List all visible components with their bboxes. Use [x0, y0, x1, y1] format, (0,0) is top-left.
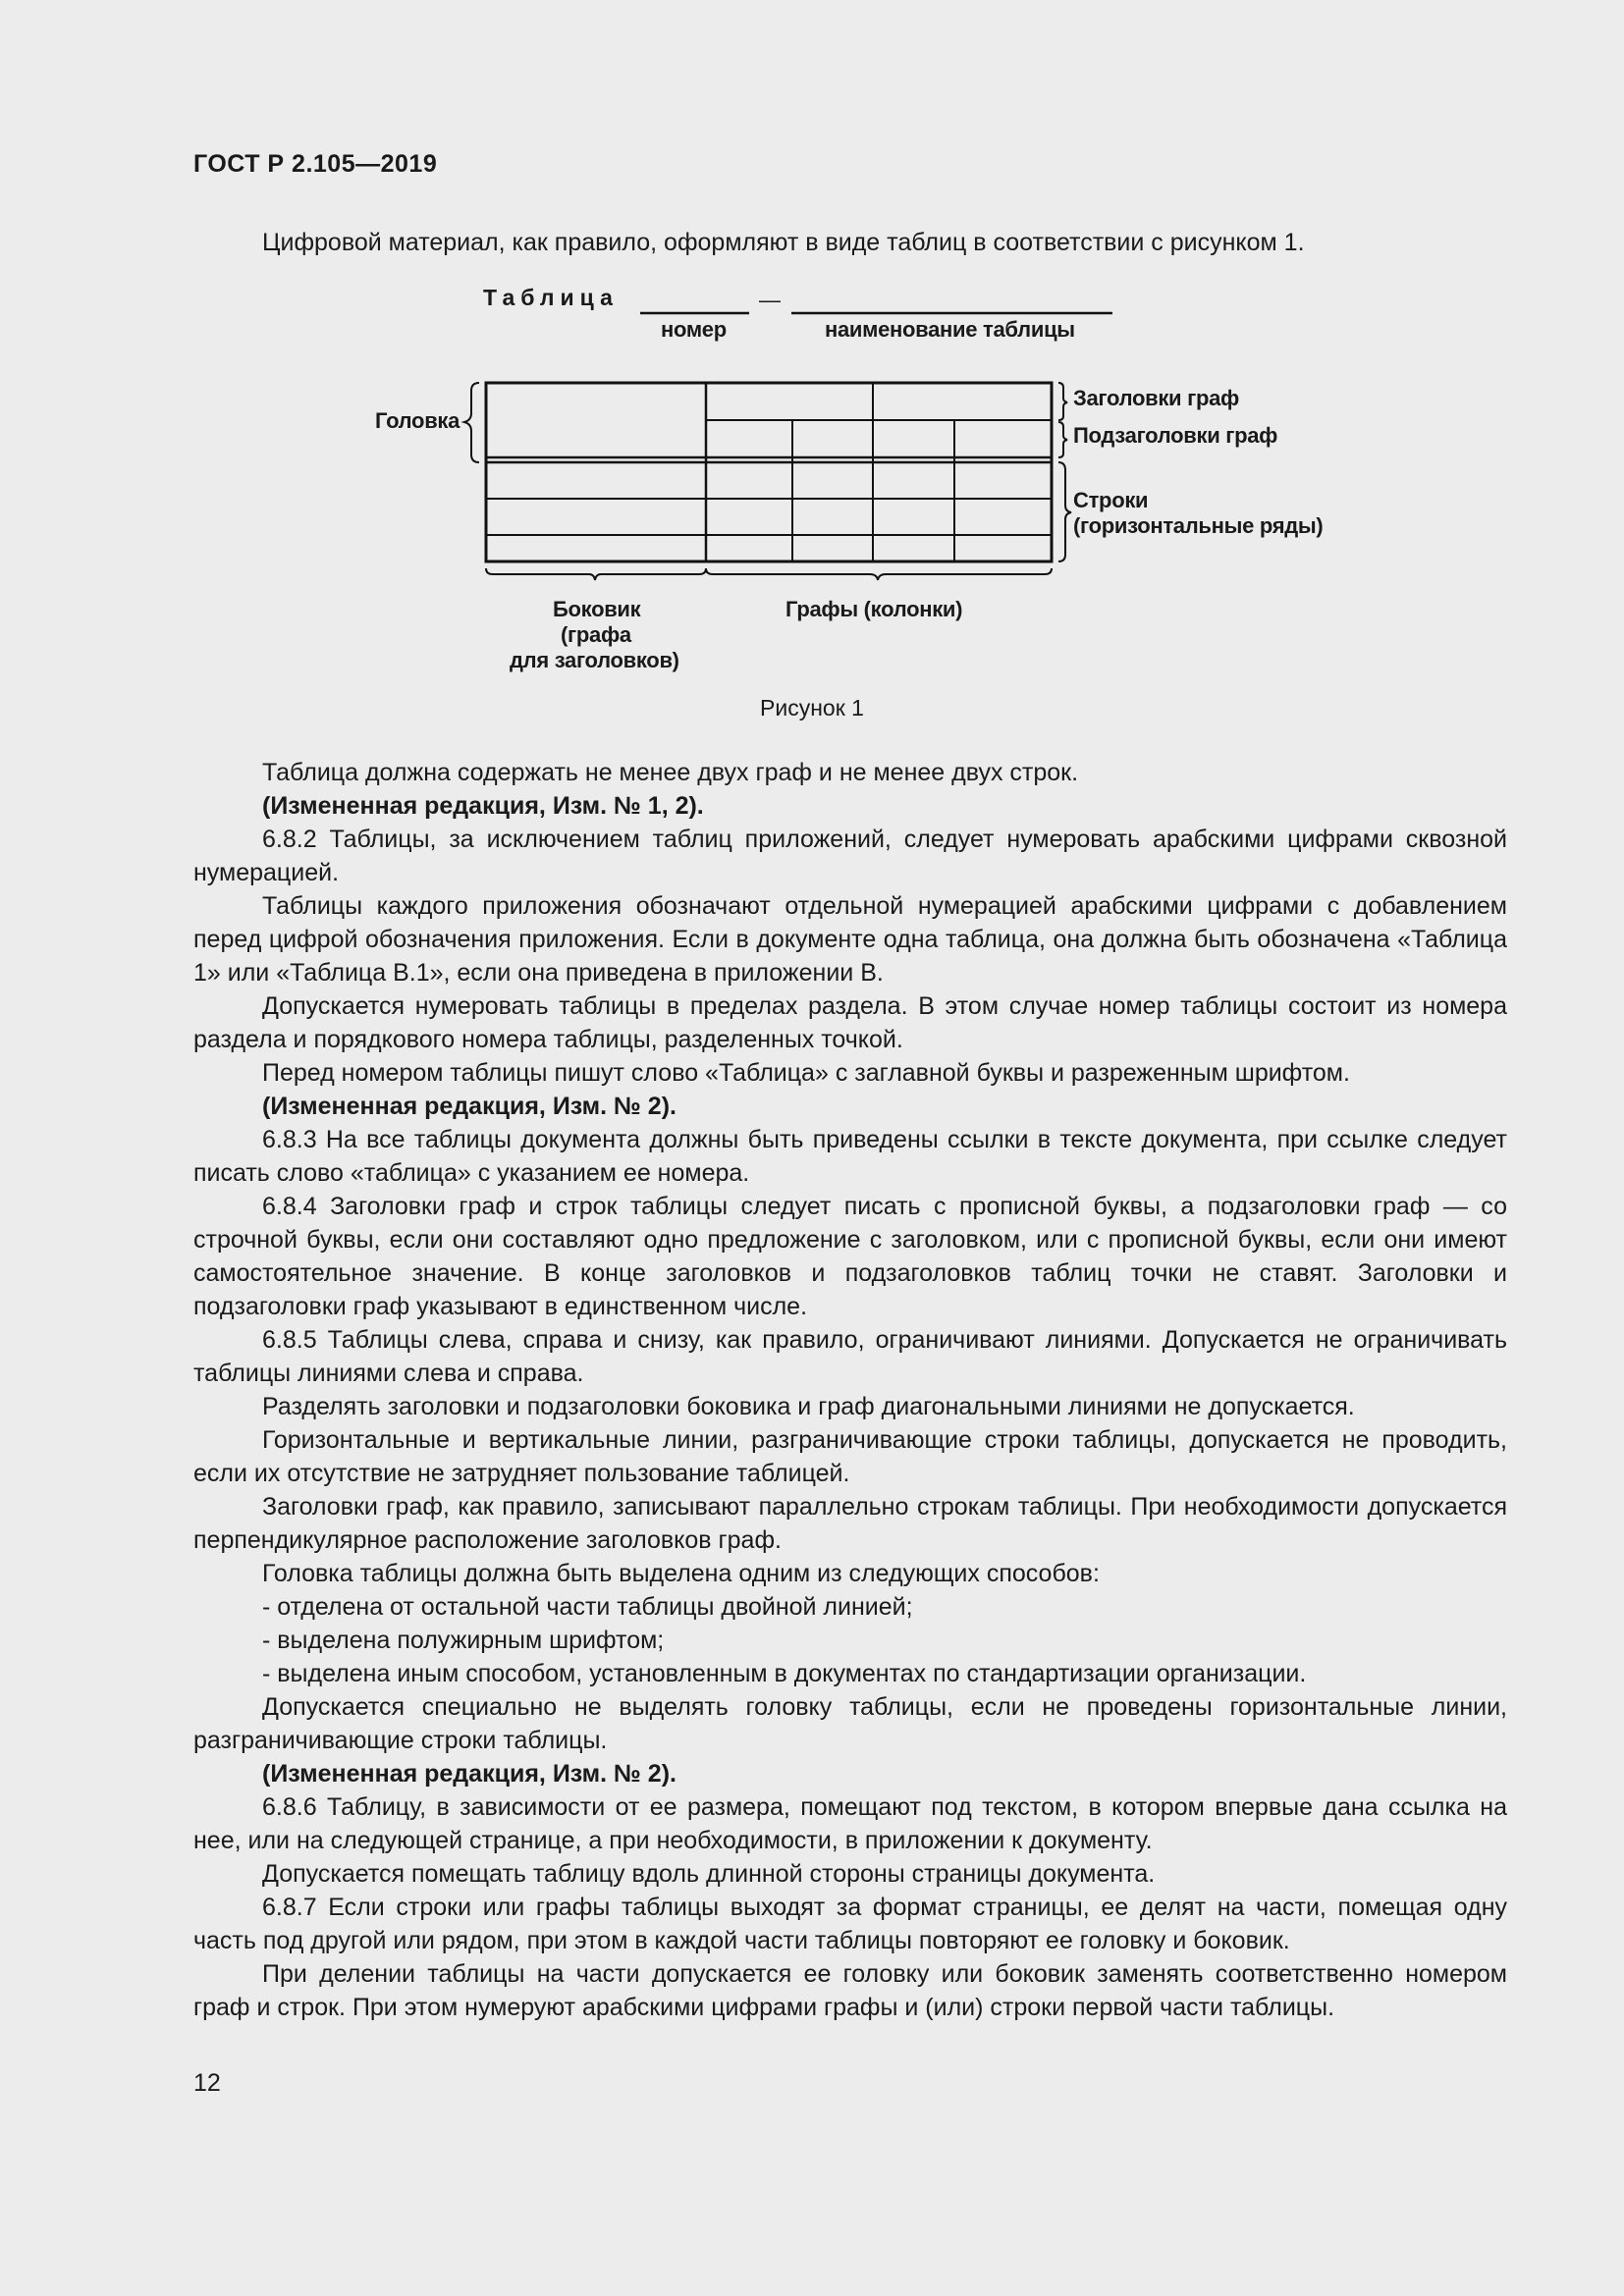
amendment-note: (Измененная редакция, Изм. № 2). [262, 1760, 677, 1788]
body-paragraph: 6.8.2 Таблицы, за исключением таблиц приложений, следует нумеровать арабскими цифрами сквозной нумерацией. [193, 826, 1507, 886]
body-paragraph: Допускается помещать таблицу вдоль длинной стороны страницы документа. [262, 1860, 1156, 1888]
rows-brace [1058, 462, 1071, 561]
body-paragraph: 6.8.4 Заголовки граф и строк таблицы следует писать с прописной буквы, а подзаголовки граф — со строчной буквы, если они составляют одно предложение с заголовком, или с прописной буквы, если они имеют самостоятельное значение. В конце заголовков и подзаголовков таблиц точки не ставят. Заголовки и подзаголовки граф указывают в единственном числе. [193, 1193, 1507, 1320]
body-paragraph: Горизонтальные и вертикальные линии, разграничивающие строки таблицы, допускается не проводить, если их отсутствие не затрудняет пользование таблицей. [193, 1426, 1507, 1487]
figure-caption: Рисунок 1 [760, 695, 864, 721]
body-paragraph: Перед номером таблицы пишут слово «Таблица» с заглавной буквы и разреженным шрифтом. [262, 1059, 1350, 1087]
body-paragraph: Допускается специально не выделять головку таблицы, если не проведены горизонтальные линии, разграничивающие строки таблицы. [193, 1693, 1507, 1754]
body-paragraph: Таблицы каждого приложения обозначают отдельной нумерацией арабскими цифрами с добавлением перед цифрой обозначения приложения. Если в документе одна таблица, она должна быть обозначена «Таблица 1» или «Таблица В.1», если она приведена в приложении В. [193, 892, 1507, 987]
stub-label: Боковик [553, 597, 641, 621]
columns-label: Графы (колонки) [785, 597, 963, 621]
body-paragraph: Разделять заголовки и подзаголовки боковика и граф диагональными линиями не допускается. [262, 1393, 1355, 1420]
table-name-label: наименование таблицы [825, 317, 1075, 342]
body-paragraph: - выделена полужирным шрифтом; [262, 1627, 665, 1654]
body-paragraph: 6.8.5 Таблицы слева, справа и снизу, как правило, ограничивают линиями. Допускается не ограничивать таблицы линиями слева и справа. [193, 1326, 1507, 1387]
rows-label: Строки [1073, 488, 1149, 512]
body-paragraph: При делении таблицы на части допускается ее головку или боковик заменять соответственно номером граф и строк. При этом нумеруют арабскими цифрами графы и (или) строки первой части таблицы. [193, 1960, 1507, 2021]
table-grid [486, 383, 1052, 561]
intro-paragraph: Цифровой материал, как правило, оформляют в виде таблиц в соответствии с рисунком 1. [262, 229, 1305, 256]
body-paragraph: 6.8.7 Если строки или графы таблицы выходят за формат страницы, ее делят на части, помещая одну часть под другой или рядом, при этом в каждой части таблицы повторяют ее головку и боковик. [193, 1894, 1507, 1954]
title-dash: — [759, 288, 781, 312]
body-paragraph: Таблица должна содержать не менее двух граф и не менее двух строк. [262, 759, 1079, 786]
body-paragraph: - выделена иным способом, установленным в документах по стандартизации организации. [262, 1660, 1307, 1687]
body-paragraph: Головка таблицы должна быть выделена одним из следующих способов: [262, 1560, 1100, 1587]
body-paragraph: - отделена от остальной части таблицы двойной линией; [262, 1593, 913, 1621]
stub-sublabel-2: для заголовков) [510, 648, 679, 672]
table-word-label: Таблица [483, 285, 619, 310]
document-header-title: ГОСТ Р 2.105—2019 [193, 150, 438, 178]
body-paragraph: Допускается нумеровать таблицы в пределах раздела. В этом случае номер таблицы состоит из номера раздела и порядкового номера таблицы, разделенных точкой. [193, 992, 1507, 1053]
amendment-note: (Измененная редакция, Изм. № 1, 2). [262, 792, 704, 820]
number-label: номер [661, 317, 727, 342]
columns-brace [706, 568, 1052, 580]
body-paragraph: 6.8.3 На все таблицы документа должны быть приведены ссылки в тексте документа, при ссылке следует писать слово «таблица» с указанием ее номера. [193, 1126, 1507, 1187]
head-brace [464, 383, 479, 462]
rows-sublabel: (горизонтальные ряды) [1073, 513, 1324, 538]
stub-sublabel-1: (графа [561, 622, 631, 647]
page-number: 12 [193, 2069, 221, 2097]
body-paragraph: Заголовки граф, как правило, записывают параллельно строкам таблицы. При необходимости допускается перпендикулярное расположение заголовков граф. [193, 1493, 1507, 1554]
amendment-note: (Измененная редакция, Изм. № 2). [262, 1093, 677, 1120]
body-text [193, 756, 1507, 2024]
figure-1-table-diagram [353, 280, 1355, 731]
column-headers-label: Заголовки граф [1073, 386, 1239, 410]
column-subheaders-brace [1058, 422, 1067, 457]
body-paragraph: 6.8.6 Таблицу, в зависимости от ее размера, помещают под текстом, в котором впервые дана ссылка на нее, или на следующей странице, а при необходимости, в приложении к документу. [193, 1793, 1507, 1854]
column-subheaders-label: Подзаголовки граф [1073, 423, 1278, 448]
stub-brace [486, 568, 706, 580]
column-headers-brace [1058, 383, 1067, 420]
head-label: Головка [375, 408, 460, 433]
